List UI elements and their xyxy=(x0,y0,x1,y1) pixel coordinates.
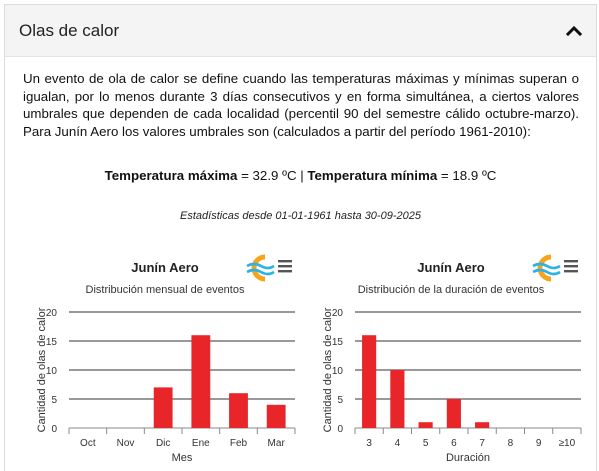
y-axis-title: Cantidad de olas de calor xyxy=(322,307,334,433)
logo-wave xyxy=(247,270,274,274)
x-tick-label: 3 xyxy=(366,438,372,449)
menu-line xyxy=(278,260,292,262)
chart-menu-icon[interactable] xyxy=(278,260,292,272)
chevron-up-icon[interactable] xyxy=(564,21,584,41)
chart-title: Junín Aero xyxy=(131,260,199,275)
x-tick-label: 7 xyxy=(479,438,485,449)
threshold-values xyxy=(5,168,596,183)
panel-title: Olas de calor xyxy=(19,21,120,40)
menu-line xyxy=(564,260,578,262)
logo-wave xyxy=(533,264,560,268)
x-tick-label: 5 xyxy=(422,438,429,449)
chart-subtitle: Distribución de la duración de eventos xyxy=(357,284,545,296)
x-tick-label: Dic xyxy=(155,438,171,449)
x-tick-label: Nov xyxy=(116,438,135,449)
tmin-value: = 18.9 ºC xyxy=(437,168,497,183)
y-tick-label: 10 xyxy=(45,366,57,377)
chart-menu-icon[interactable] xyxy=(564,260,578,272)
y-tick-label: 20 xyxy=(45,308,57,319)
y-tick-label: 15 xyxy=(331,337,343,348)
bar[interactable] xyxy=(191,335,210,428)
bar[interactable] xyxy=(475,422,489,428)
panel-header[interactable] xyxy=(5,5,596,57)
tmin-label: Temperatura mínima xyxy=(307,168,438,183)
bar[interactable] xyxy=(229,393,248,428)
x-tick-label: ≥10 xyxy=(558,438,576,449)
x-tick-label: Mar xyxy=(267,438,285,449)
station-logo-icon xyxy=(533,257,560,279)
menu-line xyxy=(278,265,292,267)
x-tick-label: Feb xyxy=(229,438,248,449)
y-tick-label: 0 xyxy=(337,424,343,435)
bar[interactable] xyxy=(419,422,433,428)
bar[interactable] xyxy=(447,399,461,428)
y-tick-label: 0 xyxy=(51,424,57,435)
y-tick-label: 5 xyxy=(337,395,343,406)
y-axis-title: Cantidad de olas de calor xyxy=(36,307,48,433)
x-tick-label: 6 xyxy=(451,438,457,449)
bar[interactable] xyxy=(390,370,404,428)
x-tick-label: 8 xyxy=(507,438,514,449)
logo-wave xyxy=(247,264,274,268)
menu-line xyxy=(564,265,578,267)
x-tick-label: Ene xyxy=(191,438,210,449)
station-logo-icon xyxy=(247,257,274,279)
duration-distribution-chart xyxy=(305,240,589,471)
chart-title: Junín Aero xyxy=(417,260,485,275)
x-axis-title: Duración xyxy=(445,452,491,464)
y-tick-label: 15 xyxy=(45,337,57,348)
heat-waves-panel xyxy=(4,4,597,471)
menu-line xyxy=(564,270,578,272)
x-tick-label: 4 xyxy=(394,438,401,449)
bar[interactable] xyxy=(154,387,173,428)
x-tick-label: 9 xyxy=(535,438,542,449)
tmax-value: = 32.9 ºC | xyxy=(237,168,308,183)
menu-line xyxy=(278,270,292,272)
logo-wave xyxy=(533,270,560,274)
y-tick-label: 10 xyxy=(331,366,343,377)
y-tick-label: 20 xyxy=(331,308,343,319)
heat-wave-definition: Un evento de ola de calor se define cuando las temperaturas máximas y mínimas superan o igualan, por lo menos durante 3 días consecutivos y en forma simultánea, a ciertos valores umbrales que dependen de cada localidad (percentil 90 del semestre cálido octubre-marzo). Para Junín Aero los valores umbrales son (calculados a partir del período 1961-2010): xyxy=(23,71,579,139)
monthly-distribution-chart xyxy=(19,240,303,471)
x-axis-title: Mes xyxy=(171,452,193,464)
chart-subtitle: Distribución mensual de eventos xyxy=(85,284,245,296)
bar[interactable] xyxy=(362,335,376,428)
y-tick-label: 5 xyxy=(51,395,57,406)
x-tick-label: Oct xyxy=(80,438,96,449)
stats-period: Estadísticas desde 01-01-1961 hasta 30-09-2025 xyxy=(180,210,421,222)
bar[interactable] xyxy=(267,405,286,428)
tmax-label: Temperatura máxima xyxy=(104,168,238,183)
